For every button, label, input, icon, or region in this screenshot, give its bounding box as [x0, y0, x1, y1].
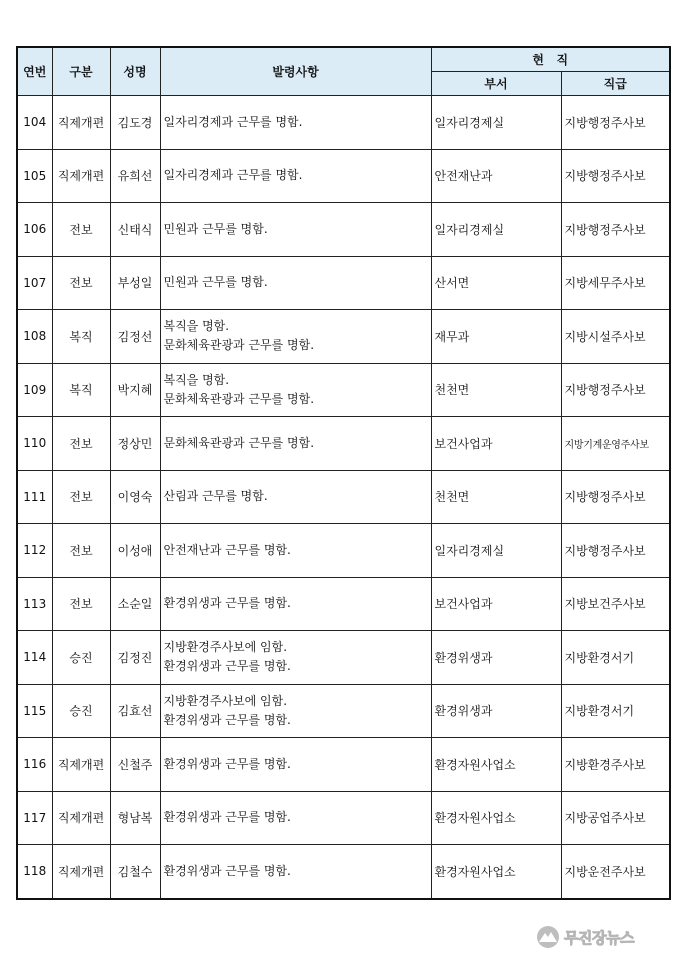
- table-row: [17, 363, 670, 417]
- cell-rank: 지방환경주사보: [561, 738, 670, 792]
- cell-order: [160, 470, 431, 524]
- cell-dept: 안전재난과: [431, 149, 561, 203]
- order-line: 민원과 근무를 명함.: [163, 275, 268, 290]
- cell-category: 전보: [52, 256, 110, 310]
- cell-order: [160, 738, 431, 792]
- cell-name: 소순일: [110, 577, 160, 631]
- order-line: 안전재난과 근무를 명함.: [163, 542, 291, 557]
- cell-category: 전보: [52, 203, 110, 257]
- cell-dept: 환경위생과: [431, 631, 561, 685]
- cell-dept: 환경자원사업소: [431, 791, 561, 845]
- order-line: 지방환경주사보에 임함.: [163, 640, 288, 655]
- header-dept: 부서: [431, 72, 561, 96]
- cell-no: 109: [17, 363, 52, 417]
- cell-name: 김정선: [110, 310, 160, 364]
- order-line: 환경위생과 근무를 명함.: [163, 596, 291, 611]
- cell-no: 115: [17, 684, 52, 738]
- header-current: 현 직: [431, 47, 670, 72]
- cell-rank: 지방행정주사보: [561, 470, 670, 524]
- cell-name: 정상민: [110, 417, 160, 471]
- cell-category: 직제개편: [52, 738, 110, 792]
- cell-category: 직제개편: [52, 845, 110, 899]
- cell-name: 이성애: [110, 524, 160, 578]
- cell-name: 신태식: [110, 203, 160, 257]
- order-line: 복직을 명함.: [163, 372, 230, 387]
- cell-no: 118: [17, 845, 52, 899]
- cell-dept: 일자리경제실: [431, 96, 561, 150]
- order-line: 복직을 명함.: [163, 319, 230, 334]
- cell-name: 유희선: [110, 149, 160, 203]
- cell-no: 104: [17, 96, 52, 150]
- order-line: 문화체육관광과 근무를 명함.: [163, 435, 315, 450]
- order-line: 환경위생과 근무를 명함.: [163, 659, 291, 674]
- table-row: [17, 577, 670, 631]
- cell-rank: 지방행정주사보: [561, 524, 670, 578]
- cell-name: 부성일: [110, 256, 160, 310]
- cell-order: [160, 310, 431, 364]
- cell-category: 전보: [52, 524, 110, 578]
- header-rank: 직급: [561, 72, 670, 96]
- cell-category: 전보: [52, 470, 110, 524]
- cell-rank: 지방세무주사보: [561, 256, 670, 310]
- table-row: [17, 96, 670, 150]
- cell-dept: 보건사업과: [431, 577, 561, 631]
- order-line: 환경위생과 근무를 명함.: [163, 810, 291, 825]
- cell-category: 전보: [52, 417, 110, 471]
- table-row: [17, 417, 670, 471]
- cell-order: [160, 577, 431, 631]
- order-line: 문화체육관광과 근무를 명함.: [163, 338, 315, 353]
- cell-order: [160, 631, 431, 685]
- watermark: [536, 922, 672, 952]
- cell-no: 116: [17, 738, 52, 792]
- header-name: 성명: [110, 47, 160, 96]
- order-line: 민원과 근무를 명함.: [163, 221, 268, 236]
- table-body: [17, 96, 670, 899]
- cell-order: [160, 845, 431, 899]
- order-line: 산림과 근무를 명함.: [163, 489, 268, 504]
- cell-order: [160, 417, 431, 471]
- cell-category: 직제개편: [52, 149, 110, 203]
- cell-rank: 지방행정주사보: [561, 96, 670, 150]
- cell-category: 승진: [52, 684, 110, 738]
- cell-rank: 지방운전주사보: [561, 845, 670, 899]
- order-line: 지방환경주사보에 임함.: [163, 693, 288, 708]
- cell-no: 114: [17, 631, 52, 685]
- watermark-text: 무진장뉴스: [564, 928, 634, 947]
- header-category: 구분: [52, 47, 110, 96]
- cell-dept: 환경자원사업소: [431, 845, 561, 899]
- cell-rank: 지방시설주사보: [561, 310, 670, 364]
- cell-rank: 지방환경서기: [561, 631, 670, 685]
- cell-order: [160, 684, 431, 738]
- cell-no: 113: [17, 577, 52, 631]
- cell-no: 107: [17, 256, 52, 310]
- order-line: 환경위생과 근무를 명함.: [163, 756, 291, 771]
- cell-category: 전보: [52, 577, 110, 631]
- cell-dept: 일자리경제실: [431, 524, 561, 578]
- cell-rank: 지방환경서기: [561, 684, 670, 738]
- order-line: 일자리경제과 근무를 명함.: [163, 114, 303, 129]
- table-row: [17, 470, 670, 524]
- table-row: [17, 738, 670, 792]
- cell-rank: 지방행정주사보: [561, 203, 670, 257]
- cell-dept: 천천면: [431, 363, 561, 417]
- cell-dept: 재무과: [431, 310, 561, 364]
- cell-dept: 천천면: [431, 470, 561, 524]
- table-row: [17, 684, 670, 738]
- cell-category: 복직: [52, 363, 110, 417]
- cell-dept: 일자리경제실: [431, 203, 561, 257]
- cell-category: 직제개편: [52, 791, 110, 845]
- header-order: 발령사항: [160, 47, 431, 96]
- table-row: [17, 310, 670, 364]
- personnel-order-table: [16, 46, 671, 900]
- mountain-logo-icon: [536, 925, 560, 949]
- cell-order: [160, 524, 431, 578]
- cell-name: 김정진: [110, 631, 160, 685]
- cell-dept: 환경자원사업소: [431, 738, 561, 792]
- cell-order: [160, 256, 431, 310]
- order-line: 환경위생과 근무를 명함.: [163, 712, 291, 727]
- cell-no: 112: [17, 524, 52, 578]
- cell-category: 복직: [52, 310, 110, 364]
- cell-name: 형남복: [110, 791, 160, 845]
- table-row: [17, 631, 670, 685]
- cell-name: 김효선: [110, 684, 160, 738]
- order-line: 환경위생과 근무를 명함.: [163, 863, 291, 878]
- cell-category: 승진: [52, 631, 110, 685]
- cell-name: 박지혜: [110, 363, 160, 417]
- cell-name: 김철수: [110, 845, 160, 899]
- cell-order: [160, 96, 431, 150]
- cell-name: 이영숙: [110, 470, 160, 524]
- header-no: 연번: [17, 47, 52, 96]
- cell-rank: 지방행정주사보: [561, 149, 670, 203]
- cell-no: 117: [17, 791, 52, 845]
- header-row: [17, 47, 670, 72]
- table-row: [17, 524, 670, 578]
- cell-rank: 지방행정주사보: [561, 363, 670, 417]
- cell-no: 108: [17, 310, 52, 364]
- table-row: [17, 203, 670, 257]
- order-line: 일자리경제과 근무를 명함.: [163, 168, 303, 183]
- cell-dept: 산서면: [431, 256, 561, 310]
- cell-no: 105: [17, 149, 52, 203]
- cell-no: 106: [17, 203, 52, 257]
- cell-order: [160, 363, 431, 417]
- table-row: [17, 256, 670, 310]
- cell-rank: 지방공업주사보: [561, 791, 670, 845]
- cell-order: [160, 203, 431, 257]
- cell-name: 신철주: [110, 738, 160, 792]
- cell-rank: 지방기계운영주사보: [561, 417, 670, 471]
- table-row: [17, 845, 670, 899]
- table-row: [17, 149, 670, 203]
- cell-name: 김도경: [110, 96, 160, 150]
- cell-dept: 보건사업과: [431, 417, 561, 471]
- cell-order: [160, 791, 431, 845]
- table-row: [17, 791, 670, 845]
- order-line: 문화체육관광과 근무를 명함.: [163, 391, 315, 406]
- cell-dept: 환경위생과: [431, 684, 561, 738]
- cell-no: 111: [17, 470, 52, 524]
- cell-category: 직제개편: [52, 96, 110, 150]
- cell-order: [160, 149, 431, 203]
- cell-rank: 지방보건주사보: [561, 577, 670, 631]
- cell-no: 110: [17, 417, 52, 471]
